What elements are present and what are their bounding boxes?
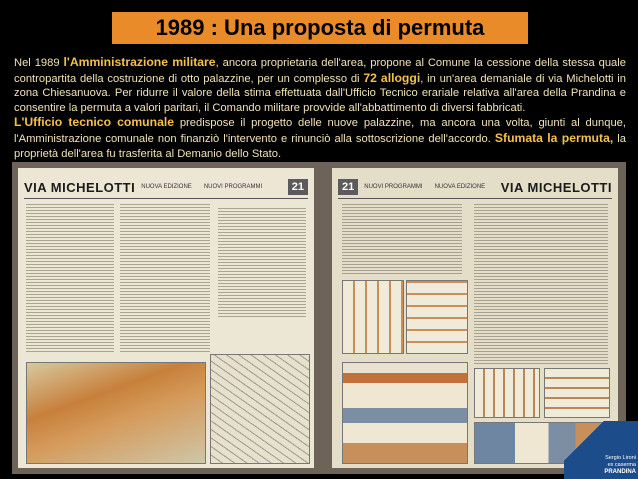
right-page-floor-plan-1 <box>342 280 404 354</box>
p1-highlight-amministrazione: l'Amministrazione militare <box>63 55 216 69</box>
document-photo <box>12 162 626 474</box>
p1-text: Nel 1989 <box>14 57 64 69</box>
p2-text: predispose il progetto delle nuove palazzine, ma ancora una volta, giunti al dunque, l'Amministrazione comunale non finanziò l'intervento e rinunciò alla sottoscrizione dell'accordo. <box>14 117 626 145</box>
credit-place: PRANDINA <box>604 469 636 475</box>
left-page-map <box>210 354 310 464</box>
right-page-header <box>338 176 612 199</box>
right-page-text-column-2 <box>474 204 608 364</box>
right-page-elevation-1 <box>342 362 468 464</box>
title-bar <box>110 10 530 46</box>
body-text <box>14 55 626 161</box>
left-page-heading: VIA MICHELOTTI <box>24 179 136 195</box>
credit-author: Sergio Lironi <box>605 455 636 461</box>
p2-highlight-sfumata: Sfumata la permuta, <box>494 130 614 145</box>
right-page-number: 21 <box>338 179 358 195</box>
right-page-subheading: NUOVA EDIZIONE <box>434 184 486 190</box>
left-page-subheading: NUOVA EDIZIONE <box>141 184 192 190</box>
left-page-section: NUOVI PROGRAMMI <box>203 184 263 190</box>
right-page-floor-plan-2 <box>406 280 468 354</box>
credit-line2: ex caserma <box>607 462 636 468</box>
right-page-section: NUOVI PROGRAMMI <box>364 184 423 190</box>
credit-badge <box>564 421 638 479</box>
right-page-heading: VIA MICHELOTTI <box>500 179 612 195</box>
left-page-table <box>218 208 306 318</box>
p1-highlight-alloggi: 72 alloggi <box>363 70 421 85</box>
left-page-site-plan <box>26 362 206 464</box>
p2-highlight-ufficio: L'Ufficio tecnico comunale <box>14 115 175 130</box>
left-page-text-column-2 <box>120 204 210 354</box>
p2-text-2: la proprietà dell'area fu trasferita al Demanio dello Stato. <box>14 132 626 160</box>
p1-text-3: , in un'area demaniale di via Michelotti in zona Chiesanuova. Per ridurre il valore della stima effettuata dall'Ufficio Tecnico erariale relativa all'area della Prandina e consentire la permuta a valori paritari, il Comando militare provvide all'abbattimento di diversi fabbricati. <box>14 72 627 114</box>
left-page-number: 21 <box>288 179 308 195</box>
left-page-header <box>24 176 308 199</box>
slide-title: 1989 : Una proposta di permuta <box>155 15 485 40</box>
p1-text-2: , ancora proprietaria dell'area, propone al Comune la cessione della stessa quale contropartita della costruzione di otto palazzine, per un complesso di <box>14 57 626 85</box>
paragraph-1 <box>14 55 626 115</box>
paragraph-2 <box>14 115 626 161</box>
right-page-floor-plan-4 <box>544 368 610 418</box>
left-page-text-column-1 <box>26 204 114 354</box>
right-page-text-column-1 <box>342 204 462 274</box>
left-page <box>18 168 314 468</box>
credit-text <box>576 455 636 476</box>
right-page-floor-plan-3 <box>474 368 540 418</box>
